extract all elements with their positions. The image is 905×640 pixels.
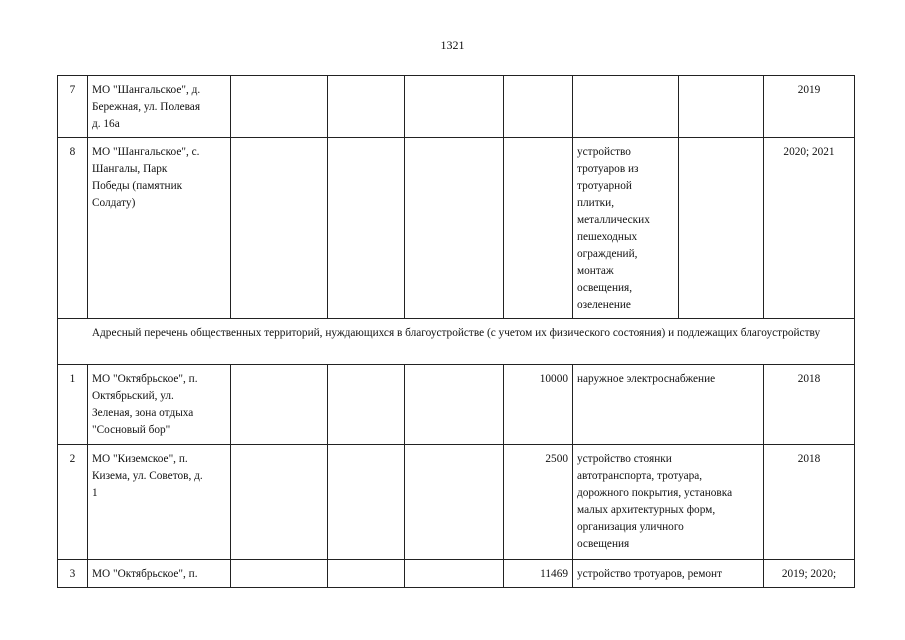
territory-address: МО "Киземское", п. Кизема, ул. Советов, д. 1 <box>88 445 231 560</box>
planned-works <box>573 76 679 138</box>
empty-cell <box>405 560 504 588</box>
implementation-year: 2019 <box>764 76 855 138</box>
territory-table <box>57 75 855 588</box>
planned-works: устройство тротуаров, ремонт <box>573 560 764 588</box>
table-row <box>58 445 855 560</box>
row-number: 8 <box>58 138 88 319</box>
empty-cell <box>405 76 504 138</box>
empty-cell <box>231 365 328 445</box>
empty-cell <box>405 138 504 319</box>
row-number: 3 <box>58 560 88 588</box>
empty-cell <box>231 138 328 319</box>
empty-cell <box>328 138 405 319</box>
section-title: Адресный перечень общественных территорий, нуждающихся в благоустройстве (с учетом их физического состояния) и подлежащих благоустройству <box>58 319 855 365</box>
table-row <box>58 560 855 588</box>
implementation-year: 2020; 2021 <box>764 138 855 319</box>
table-row <box>58 76 855 138</box>
row-number: 1 <box>58 365 88 445</box>
section-heading-row <box>58 319 855 365</box>
row-number: 2 <box>58 445 88 560</box>
empty-cell <box>231 560 328 588</box>
territory-area: 10000 <box>504 365 573 445</box>
page-number: 1321 <box>440 38 465 52</box>
planned-works: устройство стоянки автотранспорта, тротуара, дорожного покрытия, установка малых архитектурных форм, организация уличного освещения <box>573 445 764 560</box>
territory-address: МО "Октябрьское", п. Октябрьский, ул. Зеленая, зона отдыха "Сосновый бор" <box>88 365 231 445</box>
empty-cell <box>328 445 405 560</box>
empty-cell <box>405 445 504 560</box>
implementation-year: 2018 <box>764 445 855 560</box>
table-row <box>58 365 855 445</box>
empty-cell <box>231 76 328 138</box>
territory-area <box>504 76 573 138</box>
table-row <box>58 138 855 319</box>
empty-cell <box>328 76 405 138</box>
empty-cell <box>405 365 504 445</box>
territory-area <box>504 138 573 319</box>
empty-cell <box>328 365 405 445</box>
territory-address: МО "Шангальское", д. Бережная, ул. Полевая д. 16а <box>88 76 231 138</box>
implementation-year: 2018 <box>764 365 855 445</box>
territory-address: МО "Октябрьское", п. <box>88 560 231 588</box>
empty-cell <box>231 445 328 560</box>
empty-cell <box>679 76 764 138</box>
planned-works: наружное электроснабжение <box>573 365 764 445</box>
empty-cell <box>679 138 764 319</box>
row-number: 7 <box>58 76 88 138</box>
territory-area: 11469 <box>504 560 573 588</box>
territory-area: 2500 <box>504 445 573 560</box>
planned-works: устройство тротуаров из тротуарной плитки, металлических пешеходных ограждений, монтаж освещения, озеленение <box>573 138 679 319</box>
implementation-year: 2019; 2020; <box>764 560 855 588</box>
territory-address: МО "Шангальское", с. Шангалы, Парк Победы (памятник Солдату) <box>88 138 231 319</box>
empty-cell <box>328 560 405 588</box>
